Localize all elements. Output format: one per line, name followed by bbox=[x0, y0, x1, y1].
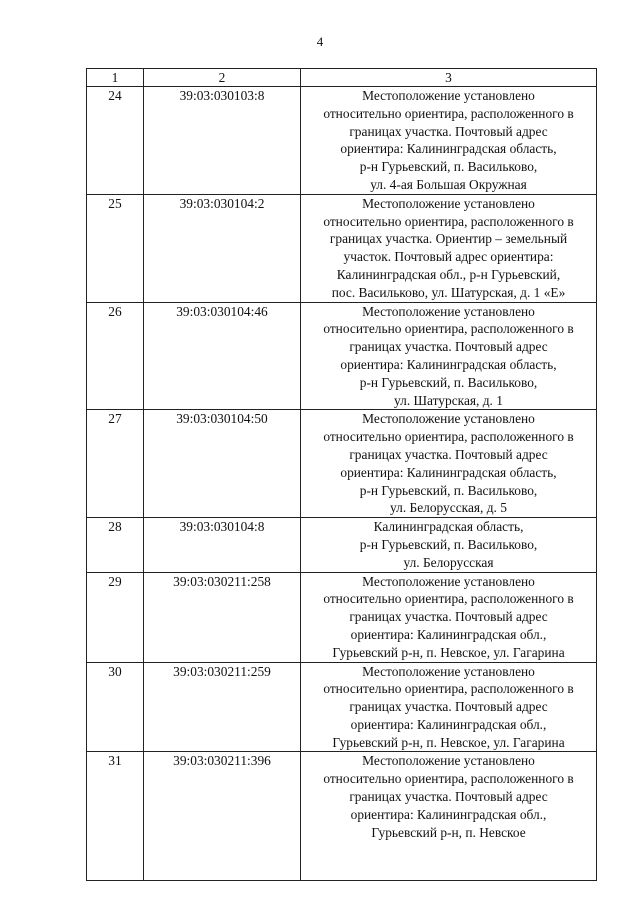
cadastral-number-cell: 39:03:030104:8 bbox=[144, 518, 301, 572]
cadastral-number-cell: 39:03:030103:8 bbox=[144, 87, 301, 195]
location-line: относительно ориентира, расположенного в bbox=[323, 771, 574, 787]
location-line: ул. Шатурская, д. 1 bbox=[394, 392, 503, 408]
location-line: границах участка. Почтовый адрес bbox=[349, 123, 548, 139]
location-line: р-н Гурьевский, п. Васильково, bbox=[359, 374, 538, 390]
location-line: пос. Васильково, ул. Шатурская, д. 1 «Е» bbox=[331, 284, 566, 300]
table-row bbox=[87, 194, 597, 302]
location-line: р-н Гурьевский, п. Васильково, bbox=[359, 482, 538, 498]
row-number-cell: 26 bbox=[87, 302, 144, 410]
cadastral-number-cell: 39:03:030211:259 bbox=[144, 662, 301, 752]
location-description-cell bbox=[301, 87, 597, 195]
location-line: границах участка. Почтовый адрес bbox=[349, 609, 548, 625]
location-line: границах участка. Почтовый адрес bbox=[349, 446, 548, 462]
location-line: Калининградская обл., р-н Гурьевский, bbox=[336, 266, 561, 282]
row-number-cell: 30 bbox=[87, 662, 144, 752]
table-body bbox=[87, 87, 597, 881]
location-line: Гурьевский р-н, п. Невское, ул. Гагарина bbox=[332, 734, 565, 750]
table-row bbox=[87, 302, 597, 410]
location-line: ориентира: Калининградская область, bbox=[340, 356, 557, 372]
location-line: границах участка. Почтовый адрес bbox=[349, 789, 548, 805]
location-line: ул. Белорусская bbox=[403, 554, 494, 570]
column-header-number: 1 bbox=[87, 69, 144, 87]
location-line: Местоположение установлено bbox=[362, 753, 535, 769]
column-header-location: 3 bbox=[301, 69, 597, 87]
location-line: Гурьевский р-н, п. Невское bbox=[371, 824, 526, 840]
location-description-cell bbox=[301, 572, 597, 662]
table-row bbox=[87, 410, 597, 518]
cadastral-number-cell: 39:03:030104:2 bbox=[144, 194, 301, 302]
location-description-cell bbox=[301, 518, 597, 572]
location-line: Местоположение установлено bbox=[362, 411, 535, 427]
table-row bbox=[87, 662, 597, 752]
page-number: 4 bbox=[316, 34, 324, 49]
row-number-cell: 24 bbox=[87, 87, 144, 195]
table-row bbox=[87, 518, 597, 572]
location-line: Местоположение установлено bbox=[362, 303, 535, 319]
location-line: границах участка. Почтовый адрес bbox=[349, 699, 548, 715]
location-description-cell bbox=[301, 752, 597, 881]
location-line: относительно ориентира, расположенного в bbox=[323, 681, 574, 697]
location-line: ориентира: Калининградская область, bbox=[340, 141, 557, 157]
location-line: относительно ориентира, расположенного в bbox=[323, 321, 574, 337]
location-line: ориентира: Калининградская обл., bbox=[350, 716, 547, 732]
land-plot-table bbox=[86, 68, 597, 881]
location-line: Гурьевский р-н, п. Невское, ул. Гагарина bbox=[332, 644, 565, 660]
location-line: относительно ориентира, расположенного в bbox=[323, 105, 574, 121]
location-description-cell bbox=[301, 194, 597, 302]
cadastral-number-cell: 39:03:030104:50 bbox=[144, 410, 301, 518]
location-line: ориентира: Калининградская обл., bbox=[350, 626, 547, 642]
cadastral-number-cell: 39:03:030211:396 bbox=[144, 752, 301, 881]
location-line: ориентира: Калининградская область, bbox=[340, 464, 557, 480]
row-number-cell: 28 bbox=[87, 518, 144, 572]
location-description-cell bbox=[301, 302, 597, 410]
location-line: Местоположение установлено bbox=[362, 88, 535, 103]
location-line: ул. 4-ая Большая Окружная bbox=[370, 176, 527, 192]
location-line: относительно ориентира, расположенного в bbox=[323, 213, 574, 229]
column-header-cadastral: 2 bbox=[144, 69, 301, 87]
location-line: Местоположение установлено bbox=[362, 573, 535, 589]
location-line: относительно ориентира, расположенного в bbox=[323, 591, 574, 607]
location-line: Местоположение установлено bbox=[362, 195, 535, 211]
location-description-cell bbox=[301, 410, 597, 518]
table-row bbox=[87, 572, 597, 662]
location-line: границах участка. Почтовый адрес bbox=[349, 339, 548, 355]
location-line: участок. Почтовый адрес ориентира: bbox=[343, 249, 554, 265]
row-number-cell: 29 bbox=[87, 572, 144, 662]
location-line: ул. Белорусская, д. 5 bbox=[390, 500, 507, 516]
location-line: Местоположение установлено bbox=[362, 663, 535, 679]
table-header-row bbox=[87, 69, 597, 87]
cadastral-number-cell: 39:03:030104:46 bbox=[144, 302, 301, 410]
location-line: р-н Гурьевский, п. Васильково, bbox=[359, 536, 538, 552]
table-row bbox=[87, 752, 597, 881]
location-line: границах участка. Ориентир – земельный bbox=[329, 231, 568, 247]
location-line: Калининградская область, bbox=[373, 519, 524, 535]
row-number-cell: 31 bbox=[87, 752, 144, 881]
location-line: относительно ориентира, расположенного в bbox=[323, 429, 574, 445]
location-description-cell bbox=[301, 662, 597, 752]
row-number-cell: 25 bbox=[87, 194, 144, 302]
location-line: р-н Гурьевский, п. Васильково, bbox=[359, 159, 538, 175]
cadastral-number-cell: 39:03:030211:258 bbox=[144, 572, 301, 662]
table-row bbox=[87, 87, 597, 195]
location-line: ориентира: Калининградская обл., bbox=[350, 806, 547, 822]
row-number-cell: 27 bbox=[87, 410, 144, 518]
